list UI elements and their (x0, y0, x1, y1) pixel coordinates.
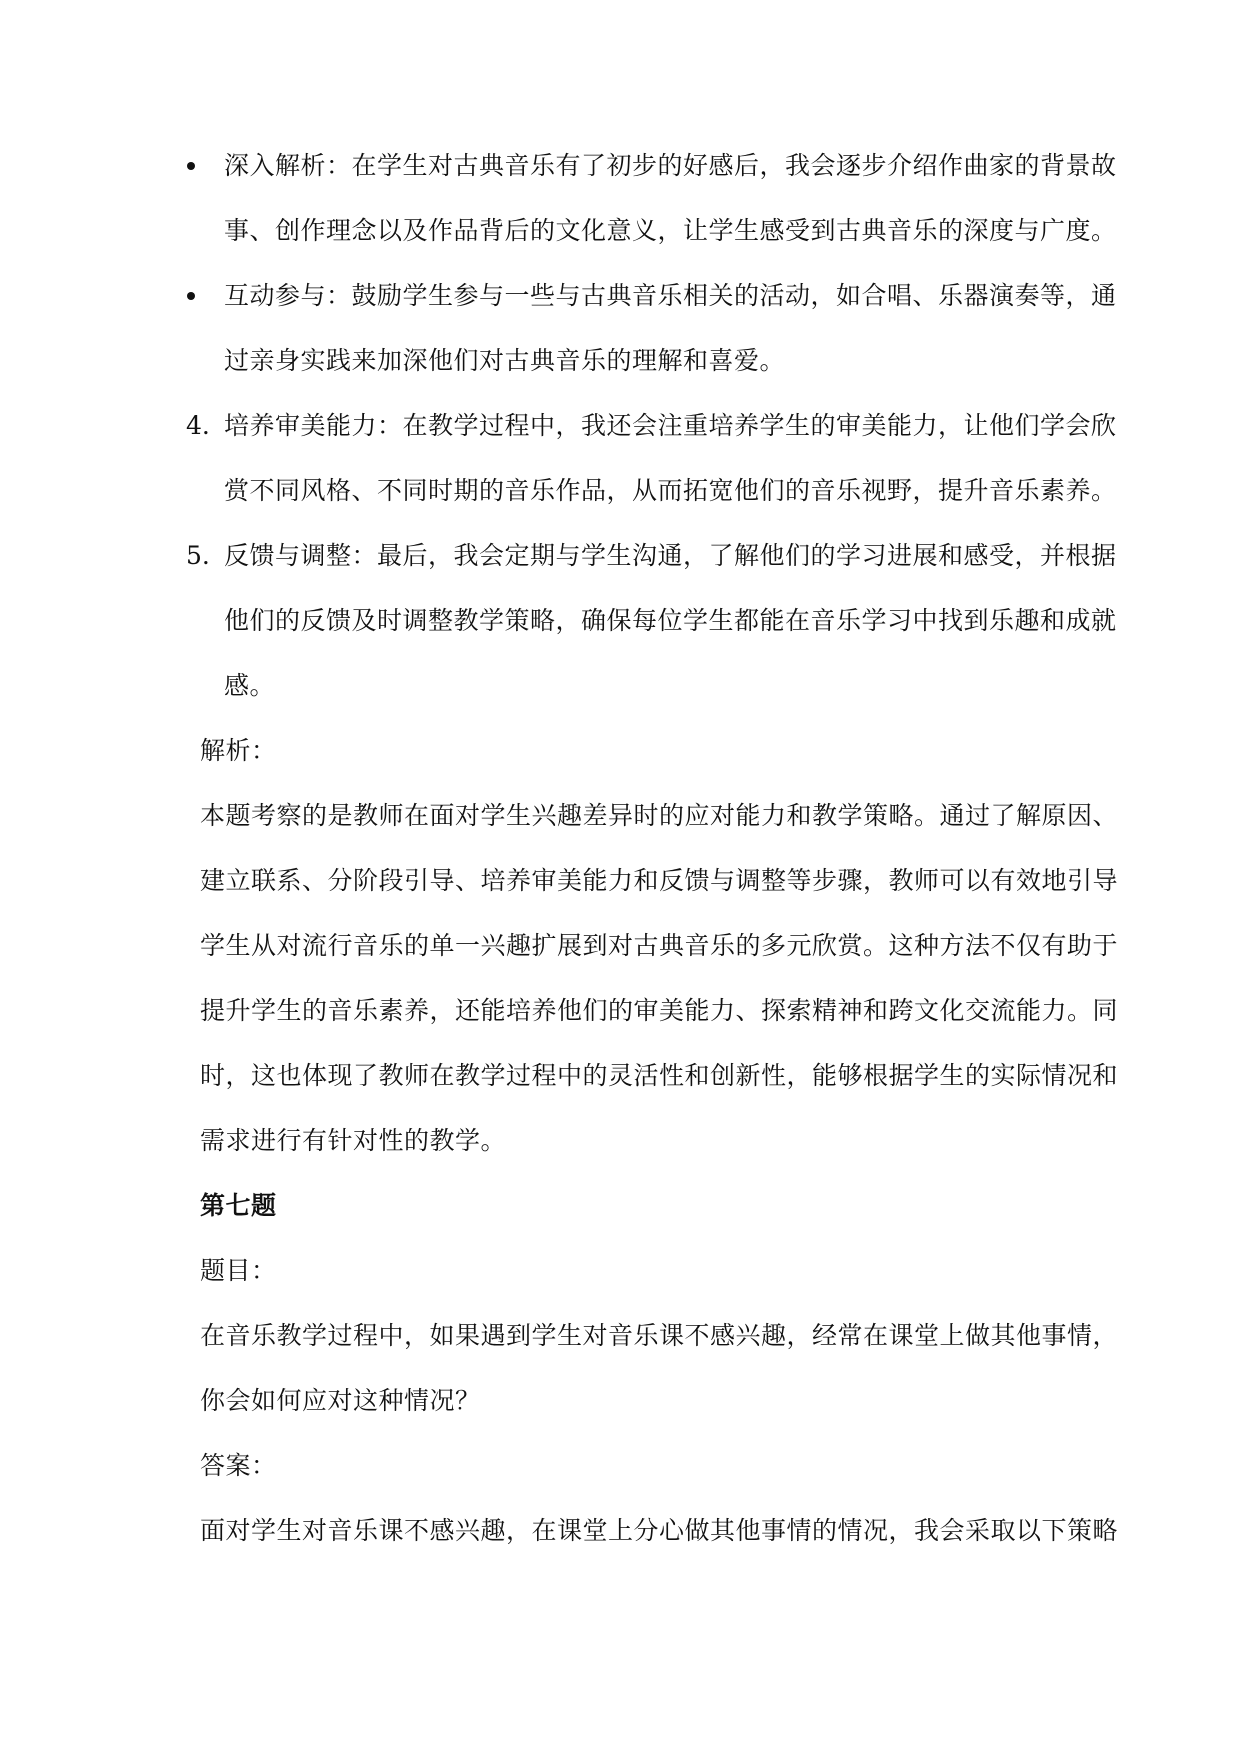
list-number-4: 4. (186, 411, 210, 440)
bullet-1-line-1: 深入解析：在学生对古典音乐有了初步的好感后，我会逐步介绍作曲家的背景故 (224, 151, 1117, 180)
list-number-5: 5. (186, 541, 210, 570)
answer-line-1: 面对学生对音乐课不感兴趣，在课堂上分心做其他事情的情况，我会采取以下策略 (200, 1516, 1119, 1545)
item-5-line-2: 他们的反馈及时调整教学策略，确保每位学生都能在音乐学习中找到乐趣和成就 (224, 606, 1117, 635)
analysis-line-1: 本题考察的是教师在面对学生兴趣差异时的应对能力和教学策略。通过了解原因、 (200, 801, 1119, 830)
item-5-line-3: 感。 (224, 671, 276, 700)
item-5-line-1: 反馈与调整：最后，我会定期与学生沟通，了解他们的学习进展和感受，并根据 (224, 541, 1117, 570)
analysis-label: 解析： (200, 736, 277, 765)
analysis-line-3: 学生从对流行音乐的单一兴趣扩展到对古典音乐的多元欣赏。这种方法不仅有助于 (200, 931, 1119, 960)
bullet-2-line-2: 过亲身实践来加深他们对古典音乐的理解和喜爱。 (224, 346, 786, 375)
question-heading: 第七题 (200, 1191, 277, 1220)
analysis-line-6: 需求进行有针对性的教学。 (200, 1126, 507, 1155)
item-4-line-1: 培养审美能力：在教学过程中，我还会注重培养学生的审美能力，让他们学会欣 (224, 411, 1117, 440)
answer-label: 答案： (200, 1451, 277, 1480)
analysis-line-2: 建立联系、分阶段引导、培养审美能力和反馈与调整等步骤，教师可以有效地引导 (200, 866, 1119, 895)
bullet-marker (187, 292, 195, 300)
analysis-line-5: 时，这也体现了教师在教学过程中的灵活性和创新性，能够根据学生的实际情况和 (200, 1061, 1119, 1090)
bullet-1-line-2: 事、创作理念以及作品背后的文化意义，让学生感受到古典音乐的深度与广度。 (224, 216, 1117, 245)
question-line-1: 在音乐教学过程中，如果遇到学生对音乐课不感兴趣，经常在课堂上做其他事情， (200, 1321, 1119, 1350)
analysis-line-4: 提升学生的音乐素养，还能培养他们的审美能力、探索精神和跨文化交流能力。同 (200, 996, 1119, 1025)
bullet-2-line-1: 互动参与：鼓励学生参与一些与古典音乐相关的活动，如合唱、乐器演奏等，通 (224, 281, 1117, 310)
question-line-2: 你会如何应对这种情况？ (200, 1386, 481, 1415)
question-label: 题目： (200, 1256, 277, 1285)
bullet-marker (187, 162, 195, 170)
item-4-line-2: 赏不同风格、不同时期的音乐作品，从而拓宽他们的音乐视野，提升音乐素养。 (224, 476, 1117, 505)
